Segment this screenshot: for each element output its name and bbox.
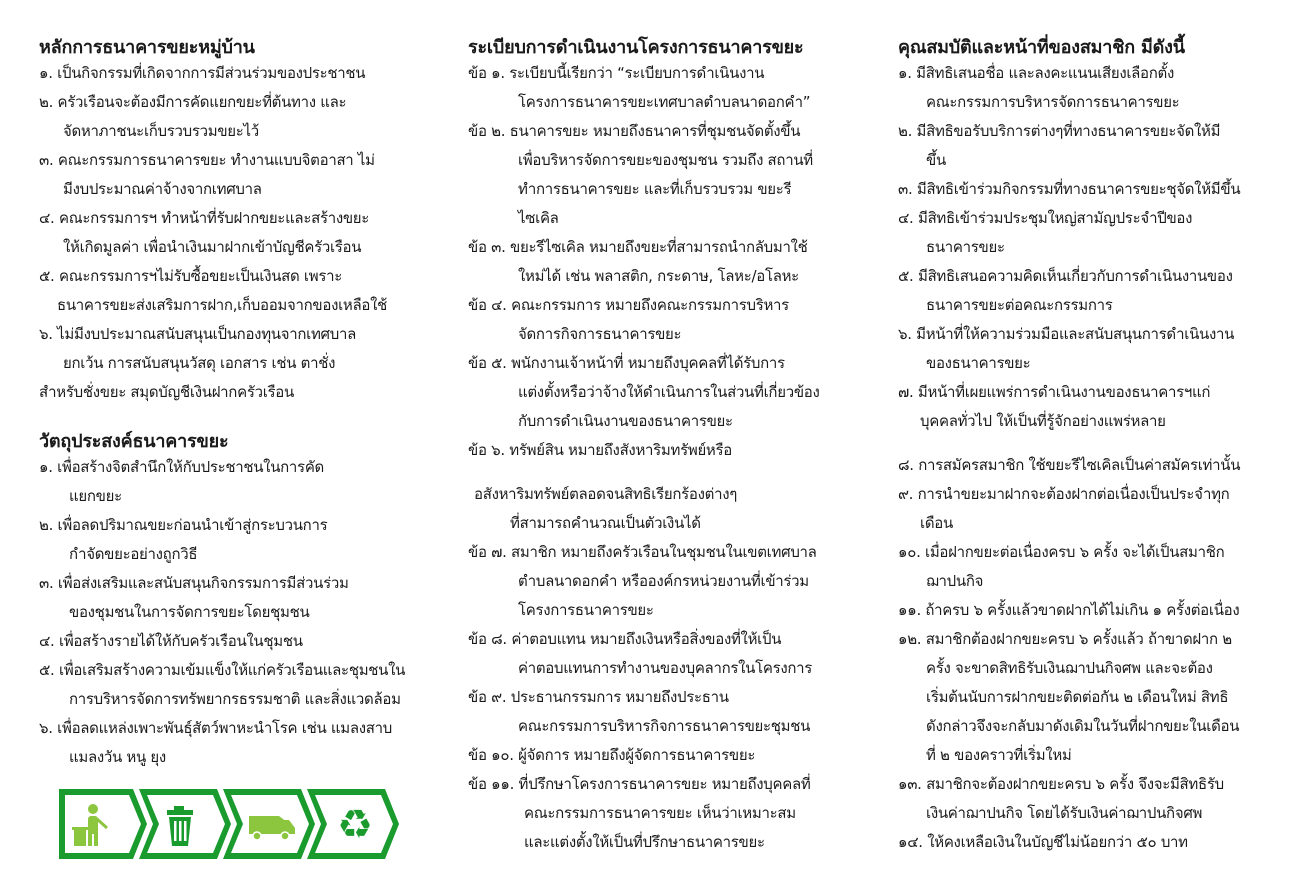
principle-line: สำหรับชั่งขยะ สมุดบัญชีเงินฝากครัวเรือน — [39, 383, 294, 401]
membership-line: ของธนาคารขยะ — [926, 354, 1031, 372]
objective-line: ๕. เพื่อเสริมสร้างความเข้มแข็งให้แก่ครัวเรือนและชุมชนใน — [39, 661, 406, 679]
regulation-line: ข้อ ๖. ทรัพย์สิน หมายถึงสังหาริมทรัพย์หรือ — [468, 441, 732, 459]
regulation-line: ข้อ ๗. สมาชิก หมายถึงครัวเรือนในชุมชนในเขตเทศบาล — [468, 543, 817, 561]
principle-line: มีงบประมาณค่าจ้างจากเทศบาล — [63, 180, 262, 198]
regulation-line: ไซเคิล — [518, 209, 559, 227]
regulations-title: ระเบียบการดำเนินงานโครงการธนาคารขยะ — [468, 37, 804, 58]
regulation-line: ค่าตอบแทนการทำงานของบุคลากรในโครงการ — [518, 659, 813, 677]
regulation-line: ตำบลนาดอกคำ หรือองค์กรหน่วยงานที่เข้าร่วม — [518, 572, 809, 590]
membership-line: ดังกล่าวจึงจะกลับมาดังเดิมในวันที่ฝากขยะในเดือน — [926, 717, 1240, 735]
regulation-line: ที่สามารถคำนวณเป็นตัวเงินได้ — [510, 514, 701, 532]
principle-line: ให้เกิดมูลค่า เพื่อนำเงินมาฝากเข้าบัญชีครัวเรือน — [63, 238, 362, 256]
regulation-line: เพื่อบริหารจัดการขยะของชุมชน รวมถึง สถานที่ — [518, 151, 813, 169]
objective-line: ๒. เพื่อลดปริมาณขยะก่อนนำเข้าสู่กระบวนการ — [39, 516, 328, 534]
membership-line: บุคคลทั่วไป ให้เป็นที่รู้จักอย่างแพร่หลาย — [920, 412, 1166, 430]
regulation-line: ข้อ ๓. ขยะรีไซเคิล หมายถึงขยะที่สามารถนำกลับมาใช้ — [468, 238, 808, 256]
membership-line: ขึ้น — [926, 151, 946, 169]
regulation-line: ใหม่ได้ เช่น พลาสติก, กระดาษ, โลหะ/อโลหะ — [518, 267, 799, 285]
membership-line: ๑๓. สมาชิกจะต้องฝากขยะครบ ๖ ครั้ง จึงจะมีสิทธิรับ — [898, 775, 1224, 793]
regulation-line: ข้อ ๑. ระเบียบนี้เรียกว่า “ระเบียบการดำเนินงาน — [468, 64, 765, 82]
objective-line: กำจัดขยะอย่างถูกวิธี — [69, 545, 198, 563]
membership-line: ที่ ๒ ของคราวที่เริ่มใหม่ — [926, 746, 1072, 764]
membership-line: ครั้ง จะขาดสิทธิรับเงินฌาปนกิจศพ และจะต้อง — [926, 659, 1213, 677]
objectives-title: วัตถุประสงค์ธนาคารขยะ — [39, 431, 229, 452]
membership-line: เดือน — [920, 514, 953, 532]
membership-title: คุณสมบัติและหน้าที่ของสมาชิก มีดังนี้ — [898, 37, 1185, 58]
regulation-line: คณะกรรมการธนาคารขยะ เห็นว่าเหมาะสม — [524, 804, 796, 822]
membership-line: ธนาคารขยะ — [926, 238, 1005, 256]
objective-line: การบริหารจัดการทรัพยากรธรรมชาติ และสิ่งแวดล้อม — [69, 690, 401, 708]
regulation-line: ข้อ ๒. ธนาคารขยะ หมายถึงธนาคารที่ชุมชนจัดตั้งขึ้น — [468, 122, 801, 140]
recycling-banner — [57, 786, 417, 862]
regulation-line: ข้อ ๘. ค่าตอบแทน หมายถึงเงินหรือสิ่งของที่ให้เป็น — [468, 630, 782, 648]
regulation-line: แต่งตั้งหรือว่าจ้างให้ดำเนินการในส่วนที่เกี่ยวข้อง — [518, 383, 820, 401]
membership-line: ฌาปนกิจ — [926, 572, 984, 590]
membership-line: ธนาคารขยะต่อคณะกรรมการ — [926, 296, 1113, 314]
regulation-line: และแต่งตั้งให้เป็นที่ปรึกษาธนาคารขยะ — [524, 833, 765, 851]
membership-line: ๑๑. ถ้าครบ ๖ ครั้งแล้วขาดฝากได้ไม่เกิน ๑ ครั้งต่อเนื่อง — [898, 601, 1240, 619]
regulation-line: ข้อ ๔. คณะกรรมการ หมายถึงคณะกรรมการบริหาร — [468, 296, 789, 314]
membership-line: ๘. การสมัครสมาชิก ใช้ขยะรีไซเคิลเป็นค่าสมัครเท่านั้น — [898, 456, 1241, 474]
principles-title: หลักการธนาคารขยะหมู่บ้าน — [39, 37, 255, 58]
principle-line: จัดหาภาชนะเก็บรวบรวมขยะไว้ — [63, 122, 259, 140]
membership-line: ๑๔. ให้คงเหลือเงินในบัญชีไม่น้อยกว่า ๕๐ บาท — [898, 833, 1188, 851]
principle-line: ๕. คณะกรรมการฯไม่รับซื้อขยะเป็นเงินสด เพราะ — [39, 267, 342, 285]
objective-line: ๔. เพื่อสร้างรายได้ให้กับครัวเรือนในชุมชน — [39, 632, 303, 650]
regulation-line: ข้อ ๕. พนักงานเจ้าหน้าที่ หมายถึงบุคคลที่ได้รับการ — [468, 354, 785, 372]
regulation-line: ข้อ ๑๐. ผู้จัดการ หมายถึงผู้จัดการธนาคารขยะ — [468, 746, 756, 764]
principle-line: ธนาคารขยะส่งเสริมการฝาก,เก็บออมจากของเหลือใช้ — [57, 296, 388, 314]
principle-line: ๔. คณะกรรมการฯ ทำหน้าที่รับฝากขยะและสร้างขยะ — [39, 209, 370, 227]
membership-line: ๒. มีสิทธิขอรับบริการต่างๆที่ทางธนาคารขยะจัดให้มี — [898, 122, 1221, 140]
principle-line: ๓. คณะกรรมการธนาคารขยะ ทำงานแบบจิตอาสา ไม่ — [39, 151, 375, 169]
objective-line: แมลงวัน หนู ยุง — [69, 748, 166, 766]
regulation-line: อสังหาริมทรัพย์ตลอดจนสิทธิเรียกร้องต่างๆ — [474, 485, 737, 503]
objective-line: ของชุมชนในการจัดการขยะโดยชุมชน — [69, 603, 310, 621]
principle-line: ยกเว้น การสนับสนุนวัสดุ เอกสาร เช่น ตาชั่ง — [63, 354, 336, 372]
membership-line: ๑๐. เมื่อฝากขยะต่อเนื่องครบ ๖ ครั้ง จะได้เป็นสมาชิก — [898, 543, 1225, 561]
garbage-truck-icon — [223, 789, 315, 859]
regulation-line: ข้อ ๑๑. ที่ปรึกษาโครงการธนาคารขยะ หมายถึงบุคคลที่ — [468, 775, 811, 793]
membership-line: ๔. มีสิทธิเข้าร่วมประชุมใหญ่สามัญประจำปีของ — [898, 209, 1193, 227]
regulation-line: ทำการธนาคารขยะ และที่เก็บรวบรวม ขยะรี — [518, 180, 792, 198]
principle-line: ๑. เป็นกิจกรรมที่เกิดจากการมีส่วนร่วมของประชาชน — [39, 64, 366, 82]
objective-line: ๑. เพื่อสร้างจิตสำนึกให้กับประชาชนในการคัด — [39, 458, 324, 476]
principle-line: ๒. ครัวเรือนจะต้องมีการคัดแยกขยะที่ต้นทาง และ — [39, 93, 347, 111]
membership-line: ๗. มีหน้าที่เผยแพร่การดำเนินงานของธนาคารฯแก่ — [898, 383, 1211, 401]
regulation-line: ข้อ ๙. ประธานกรรมการ หมายถึงประธาน — [468, 688, 729, 706]
objective-line: ๓. เพื่อส่งเสริมและสนับสนุนกิจกรรมการมีส่วนร่วม — [39, 574, 349, 592]
objective-line: ๖. เพื่อลดแหล่งเพาะพันธุ์สัตว์พาหะนำโรค เช่น แมลงสาบ — [39, 719, 392, 737]
membership-line: ๓. มีสิทธิเข้าร่วมกิจกรรมที่ทางธนาคารขยะชุจัดให้มีขึ้น — [898, 180, 1241, 198]
regulation-line: โครงการธนาคารขยะ — [518, 601, 654, 619]
membership-line: คณะกรรมการบริหารจัดการธนาคารขยะ — [926, 93, 1180, 111]
regulation-line: คณะกรรมการบริหารกิจการธนาคารขยะชุมชน — [518, 717, 811, 735]
person-trash-icon — [59, 789, 147, 859]
membership-line: ๖. มีหน้าที่ให้ความร่วมมือและสนับสนุนการดำเนินงาน — [898, 325, 1235, 343]
membership-line: ๑. มีสิทธิเสนอชื่อ และลงคะแนนเสียงเลือกตั้ง — [898, 64, 1175, 82]
regulation-line: โครงการธนาคารขยะเทศบาลตำบลนาดอกคำ” — [518, 93, 811, 111]
recycle-icon — [307, 789, 399, 859]
membership-line: เริ่มต้นนับการฝากขยะติดต่อกัน ๒ เดือนใหม่ สิทธิ — [926, 688, 1229, 706]
membership-line: เงินค่าฌาปนกิจ โดยได้รับเงินค่าฌาปนกิจศพ — [926, 804, 1203, 822]
regulation-line: จัดการกิจการธนาคารขยะ — [518, 325, 682, 343]
objective-line: แยกขยะ — [69, 487, 122, 505]
svg-text:♻: ♻ — [337, 802, 373, 848]
membership-line: ๑๒. สมาชิกต้องฝากขยะครบ ๖ ครั้งแล้ว ถ้าขาดฝาก ๒ — [898, 630, 1232, 648]
trash-bin-icon — [139, 789, 231, 859]
principle-line: ๖. ไม่มีงบประมาณสนับสนุนเป็นกองทุนจากเทศบาล — [39, 325, 357, 343]
membership-line: ๕. มีสิทธิเสนอความคิดเห็นเกี่ยวกับการดำเนินงานของ — [898, 267, 1233, 285]
regulation-line: กับการดำเนินงานของธนาคารขยะ — [518, 412, 733, 430]
membership-line: ๙. การนำขยะมาฝากจะต้องฝากต่อเนื่องเป็นประจำทุก — [898, 485, 1230, 503]
